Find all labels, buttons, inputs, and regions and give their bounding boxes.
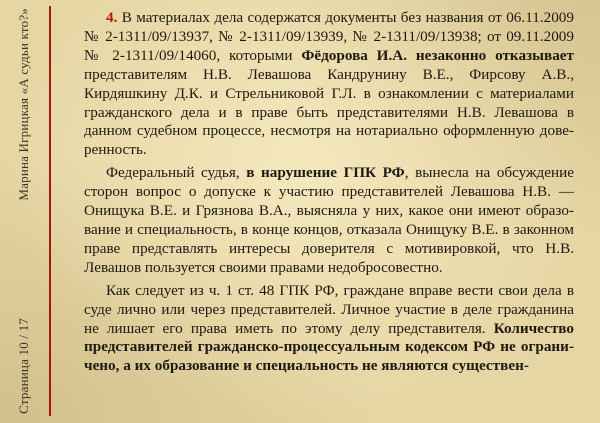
book-author-title: Марина Игрицкая «А судьи кто?» xyxy=(16,8,31,201)
margin-rule xyxy=(49,6,51,416)
paragraph-3-text-a: Как следует из ч. 1 ст. 48 ГПК РФ, граждане вправе вести свои дела в суде лично или через представителей. Личное участие в деле гражданина не лишает его права иметь по этому делу представителя. xyxy=(84,281,574,337)
paragraph-1 xyxy=(84,9,574,160)
paragraph-1-text-b: представителям Н.В. Левашова Кандрунину В.Е., Фирсову А.В., Кирдяшкину Д.К. и Стрельниковой Г.Л. в ознакомлении с материалами гражданского дела и в праве быть представителями Н.В. Левашова в данном судебном процессе, несмотря на нотариально оформленную доверенность. xyxy=(84,65,574,159)
page-number: Страница 10 / 17 xyxy=(16,318,31,414)
item-number: 4. xyxy=(106,9,118,26)
sidebar xyxy=(4,6,44,416)
paragraph-1-text-a: В материалах дела содержатся документы без названия от 06.11.2009 № 2-1311/09/13937, № 2-1311/09/13939, № 2-1311/09/13938; от 09.11.2009 № 2-1311/09/14060, которыми xyxy=(84,9,574,64)
body-text xyxy=(84,9,574,380)
paragraph-3 xyxy=(84,282,574,377)
paragraph-2 xyxy=(84,164,574,277)
paragraph-1-bold: Фёдорова И.А. незаконно отказывает xyxy=(301,46,575,64)
paragraph-2-text-a: Федеральный судья, xyxy=(106,164,247,182)
paragraph-2-bold: в нарушение ГПК РФ xyxy=(246,164,405,182)
paragraph-3-bold: Количество представителей гражданско-процессуальным кодексом РФ не ограничено, а их образование и специальность не являются существен- xyxy=(84,319,574,375)
paragraph-2-text-b: , вынесла на обсуждение сторон вопрос о допуске к участию представителей Левашова Н.В. — Онищука В.Е. и Грязнова В.А., выясняла у них, какое они имеют образование и специальность, в конце концов, отказала Онищуку В.Е. в законном праве представлять интересы доверителя с мотивировкой, что Н.В. Левашов пользуется своими правами недобросовестно. xyxy=(84,164,574,276)
